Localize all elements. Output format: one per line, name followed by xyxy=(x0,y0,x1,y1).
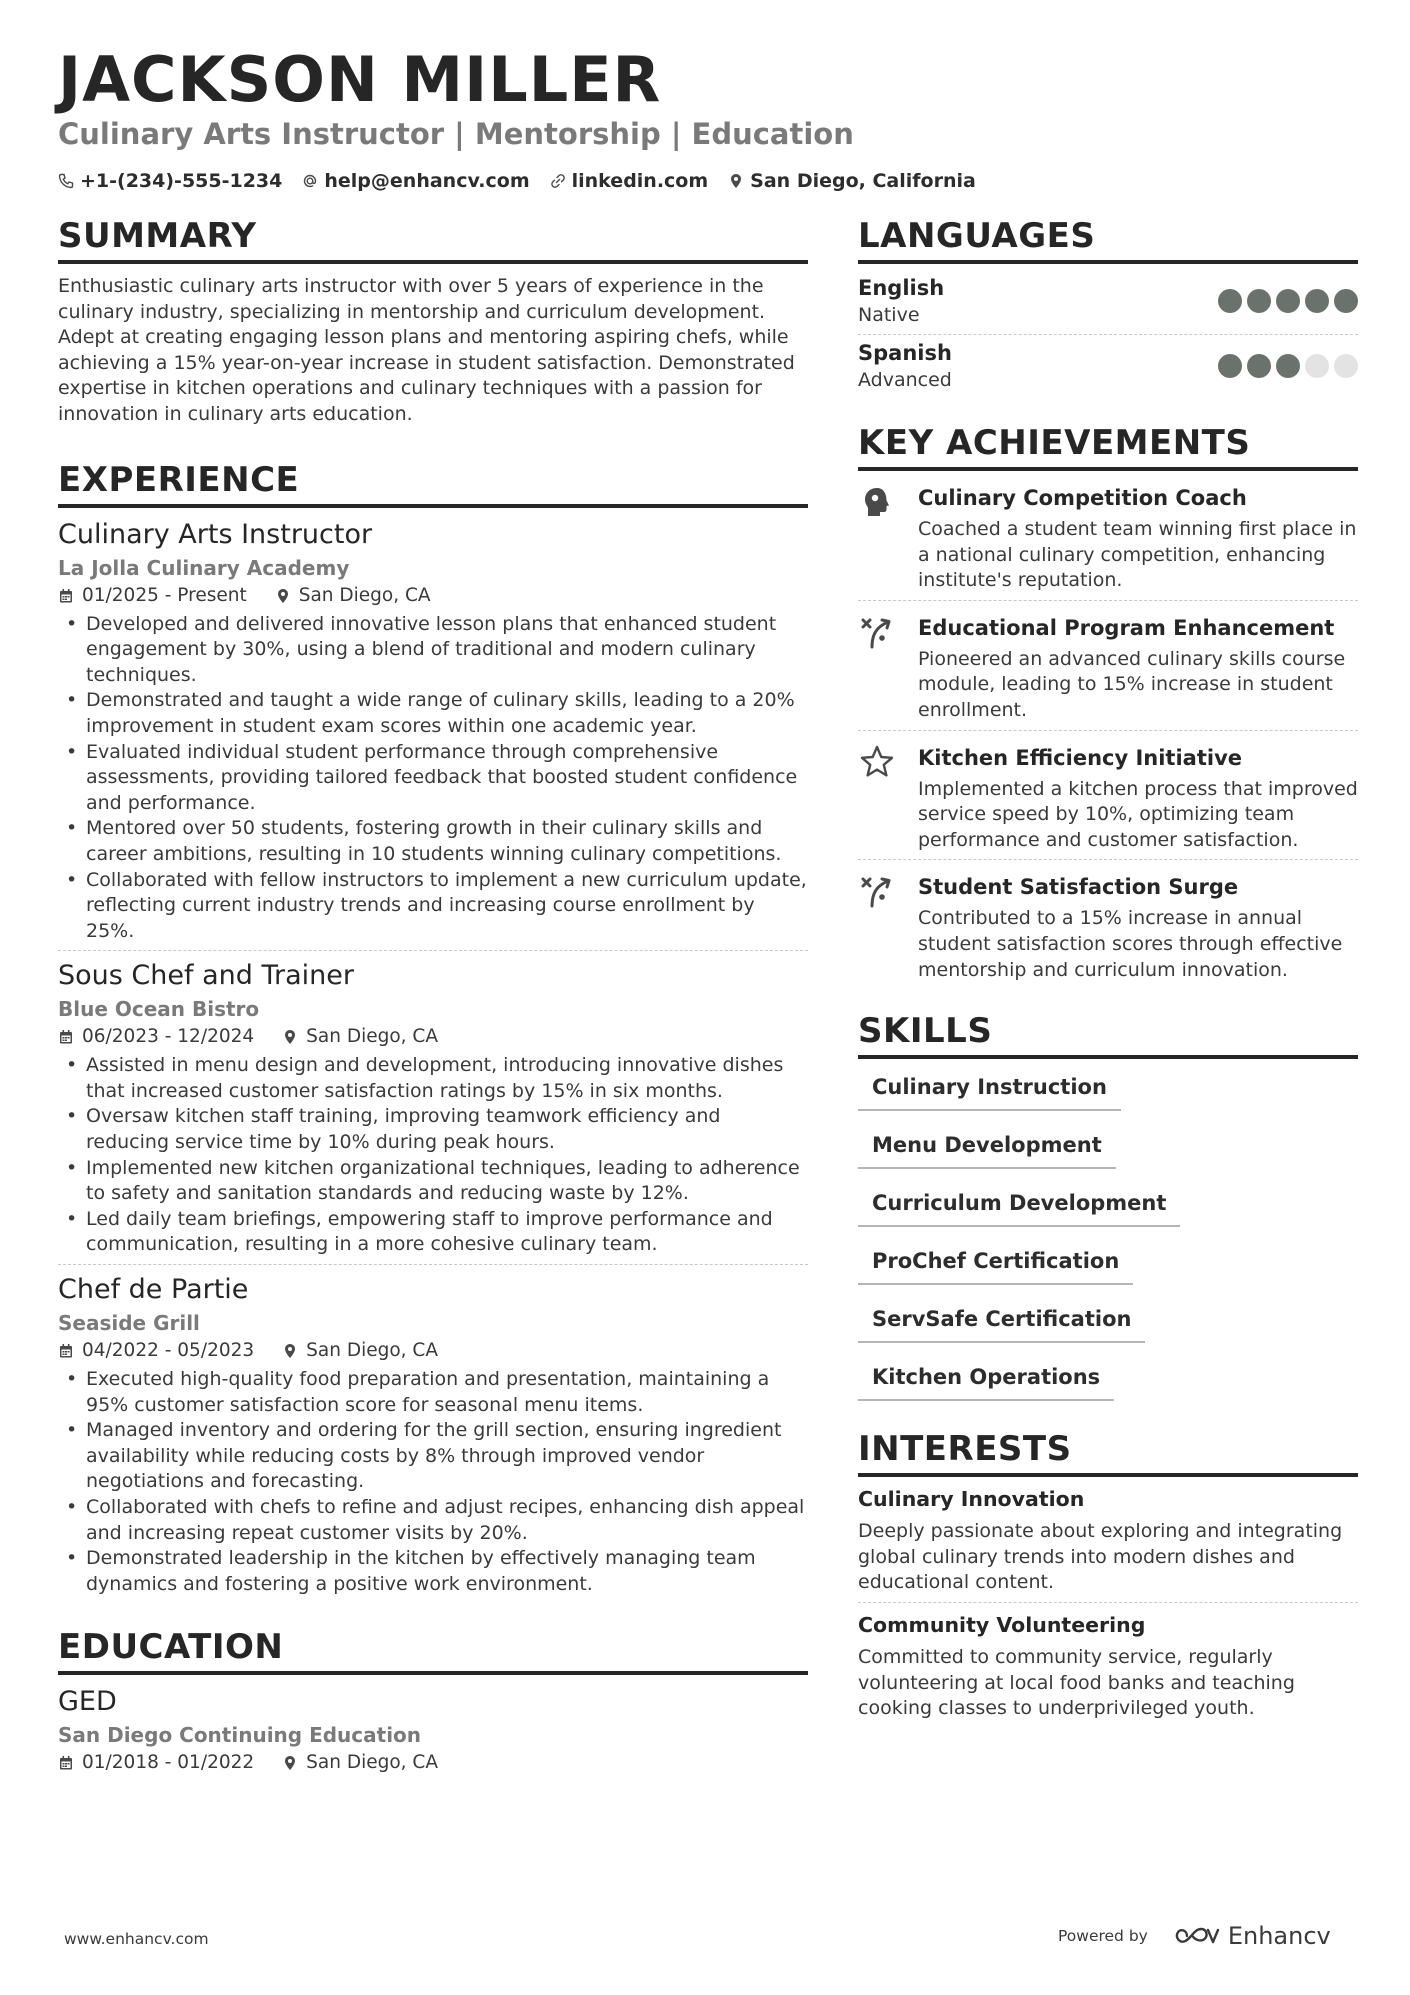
email-text: help@enhancv.com xyxy=(324,170,530,192)
achievement-item xyxy=(858,859,1358,989)
language-name: English xyxy=(858,276,945,300)
education-location xyxy=(282,1749,438,1777)
job-meta xyxy=(58,1337,808,1365)
candidate-name: JACKSON MILLER xyxy=(58,43,662,116)
achievement-title: Educational Program Enhancement xyxy=(918,615,1335,640)
interest-title: Culinary Innovation xyxy=(858,1487,1085,1512)
at-icon xyxy=(302,173,318,189)
job-bullet: • Demonstrated and taught a wide range of culinary skills, leading to a 20% improvement in student exam scores within one academic year. xyxy=(58,688,808,739)
summary-heading: SUMMARY xyxy=(58,214,808,264)
languages-section xyxy=(858,214,1358,399)
growth-arrow-icon xyxy=(858,872,896,910)
achievement-desc: Coached a student team winning first place in a national culinary competition, enhancing institute's reputation. xyxy=(918,518,1357,592)
skill-tag: Curriculum Development xyxy=(858,1183,1180,1227)
summary-text: Enthusiastic culinary arts instructor with over 5 years of experience in the culinary industry, specializing in mentorship and curriculum development. Adept at creating engaging lesson plans and mentoring aspiring chefs, while achieving a 15% year-on-year increase in student satisfaction. Demonstrated expertise in kitchen operations and culinary techniques with a passion for innovation in culinary arts education. xyxy=(58,275,795,425)
job-title: Sous Chef and Trainer xyxy=(58,960,354,992)
location-pin-icon xyxy=(728,173,744,189)
language-level: Native xyxy=(858,304,920,326)
job-bullet: • Evaluated individual student performance through comprehensive assessments, providing tailored feedback that boosted student confidence and performance. xyxy=(58,740,808,817)
rating-dot-filled xyxy=(1218,289,1242,313)
job-bullet: • Led daily team briefings, empowering staff to improve performance and communication, resulting in a more cohesive culinary team. xyxy=(58,1207,808,1258)
contact-linkedin[interactable] xyxy=(550,170,709,192)
achievement-title: Student Satisfaction Surge xyxy=(918,875,1239,900)
achievement-title: Culinary Competition Coach xyxy=(918,486,1247,510)
brand-logo[interactable] xyxy=(1174,1922,1331,1950)
skill-tag: ProChef Certification xyxy=(858,1241,1133,1285)
achievement-title: Kitchen Efficiency Initiative xyxy=(918,745,1243,770)
education-meta xyxy=(58,1749,808,1777)
job-bullet: • Assisted in menu design and development, introducing innovative dishes that increased customer satisfaction ratings by 15% in six months. xyxy=(58,1053,808,1104)
right-column xyxy=(858,214,1358,1728)
job-bullets xyxy=(58,1367,808,1597)
star-icon xyxy=(858,743,896,781)
job-location-text: San Diego, CA xyxy=(306,1340,439,1362)
interests-heading: INTERESTS xyxy=(858,1427,1358,1477)
location-text: San Diego, California xyxy=(750,170,976,192)
language-item xyxy=(858,270,1358,334)
education-dates-text: 01/2018 - 01/2022 xyxy=(82,1752,255,1774)
rating-dot-empty xyxy=(1334,354,1358,378)
job-company: Seaside Grill xyxy=(58,1311,200,1336)
achievements-section xyxy=(858,421,1358,989)
job-bullet: • Collaborated with fellow instructors to implement a new curriculum update, reflecting current industry trends and increasing course enrollment by 25%. xyxy=(58,868,808,945)
location-pin-icon xyxy=(282,1755,298,1771)
phone-text: +1-(234)-555-1234 xyxy=(80,170,283,192)
job-dates xyxy=(58,1023,254,1051)
job-bullet: • Managed inventory and ordering for the grill section, ensuring ingredient availability while reducing costs by 8% through improved vendor negotiations and forecasting. xyxy=(58,1418,808,1495)
location-pin-icon xyxy=(275,588,291,604)
footer-branding xyxy=(1058,1922,1331,1950)
interest-desc: Deeply passionate about exploring and integrating global culinary trends into modern dishes and educational content. xyxy=(858,1520,1343,1594)
job-bullets xyxy=(58,612,808,945)
rating-dot-filled xyxy=(1218,354,1242,378)
job-bullet: • Mentored over 50 students, fostering growth in their culinary skills and career ambitions, resulting in 10 students winning culinary competitions. xyxy=(58,816,808,867)
brand-name: Enhancv xyxy=(1227,1922,1331,1950)
candidate-title: Culinary Arts Instructor | Mentorship | Education xyxy=(58,117,854,151)
interest-item xyxy=(858,1602,1358,1728)
summary-section xyxy=(58,214,808,428)
job-dates-text: 01/2025 - Present xyxy=(82,584,247,606)
rating-dot-filled xyxy=(1276,289,1300,313)
achievements-heading: KEY ACHIEVEMENTS xyxy=(858,421,1358,471)
interest-desc: Committed to community service, regularly volunteering at local food banks and teaching cooking classes to underprivileged youth. xyxy=(858,1645,1295,1720)
job-entry xyxy=(58,950,808,1264)
head-icon xyxy=(858,483,896,521)
job-company: La Jolla Culinary Academy xyxy=(58,555,350,580)
phone-icon xyxy=(58,173,74,189)
interests-section xyxy=(858,1427,1358,1728)
calendar-icon xyxy=(58,1343,74,1359)
experience-heading: EXPERIENCE xyxy=(58,458,808,508)
contact-email[interactable] xyxy=(302,170,529,192)
rating-dot-filled xyxy=(1247,289,1271,313)
language-level: Advanced xyxy=(858,369,952,391)
rating-dot-filled xyxy=(1247,354,1271,378)
achievement-desc: Contributed to a 15% increase in annual student satisfaction scores through effective mentorship and curriculum innovation. xyxy=(918,907,1343,981)
skill-tag: ServSafe Certification xyxy=(858,1299,1145,1343)
language-rating xyxy=(1213,354,1358,378)
job-location xyxy=(275,582,431,610)
rating-dot-empty xyxy=(1305,354,1329,378)
interest-item xyxy=(858,1477,1358,1602)
skill-tag: Kitchen Operations xyxy=(858,1357,1114,1401)
job-bullet: • Implemented new kitchen organizational techniques, leading to adherence to safety and sanitation standards and reducing waste by 12%. xyxy=(58,1156,808,1207)
calendar-icon xyxy=(58,1029,74,1045)
job-bullets xyxy=(58,1053,808,1258)
job-location-text: San Diego, CA xyxy=(298,584,431,606)
education-dates xyxy=(58,1749,254,1777)
link-icon xyxy=(550,173,566,189)
skills-heading: SKILLS xyxy=(858,1009,1358,1059)
footer-website[interactable]: www.enhancv.com xyxy=(64,1930,209,1948)
contact-location xyxy=(728,170,976,192)
job-location-text: San Diego, CA xyxy=(306,1026,439,1048)
job-bullet: • Oversaw kitchen staff training, improving teamwork efficiency and reducing service time by 10% during peak hours. xyxy=(58,1104,808,1155)
job-bullet: • Collaborated with chefs to refine and adjust recipes, enhancing dish appeal and increasing repeat customer visits by 20%. xyxy=(58,1495,808,1546)
achievement-desc: Implemented a kitchen process that improved service speed by 10%, optimizing team performance and customer satisfaction. xyxy=(918,777,1358,851)
job-dates xyxy=(58,582,247,610)
achievement-item xyxy=(858,600,1358,730)
experience-section xyxy=(58,458,808,1604)
linkedin-text: linkedin.com xyxy=(571,170,709,192)
job-entry xyxy=(58,516,808,951)
education-section xyxy=(58,1625,808,1777)
job-company: Blue Ocean Bistro xyxy=(58,997,260,1022)
education-degree: GED xyxy=(58,1686,117,1718)
calendar-icon xyxy=(58,588,74,604)
languages-heading: LANGUAGES xyxy=(858,214,1358,264)
language-name: Spanish xyxy=(858,341,952,365)
job-location xyxy=(282,1337,438,1365)
job-entry xyxy=(58,1264,808,1603)
rating-dot-filled xyxy=(1305,289,1329,313)
skill-tag: Menu Development xyxy=(858,1125,1116,1169)
skills-section xyxy=(858,1009,1358,1415)
education-school: San Diego Continuing Education xyxy=(58,1723,422,1748)
growth-arrow-icon xyxy=(858,613,896,651)
achievement-desc: Pioneered an advanced culinary skills course module, leading to 15% increase in student enrollment. xyxy=(918,647,1346,721)
location-pin-icon xyxy=(282,1343,298,1359)
job-title: Chef de Partie xyxy=(58,1274,249,1306)
powered-by-text: Powered by xyxy=(1058,1927,1148,1945)
job-dates-text: 06/2023 - 12/2024 xyxy=(82,1026,255,1048)
achievement-item xyxy=(858,730,1358,860)
language-item xyxy=(858,334,1358,399)
rating-dot-filled xyxy=(1276,354,1300,378)
calendar-icon xyxy=(58,1755,74,1771)
job-meta xyxy=(58,582,808,610)
job-bullet: • Executed high-quality food preparation and presentation, maintaining a 95% customer satisfaction score for seasonal menu items. xyxy=(58,1367,808,1418)
contact-bar xyxy=(58,170,996,192)
job-location xyxy=(282,1023,438,1051)
rating-dot-filled xyxy=(1334,289,1358,313)
enhancv-logo-icon xyxy=(1174,1923,1220,1949)
job-bullet: • Demonstrated leadership in the kitchen by effectively managing team dynamics and fostering a positive work environment. xyxy=(58,1546,808,1597)
job-dates-text: 04/2022 - 05/2023 xyxy=(82,1340,255,1362)
job-meta xyxy=(58,1023,808,1051)
education-location-text: San Diego, CA xyxy=(306,1752,439,1774)
education-heading: EDUCATION xyxy=(58,1625,808,1675)
job-dates xyxy=(58,1337,254,1365)
job-title: Culinary Arts Instructor xyxy=(58,518,373,550)
left-column xyxy=(58,214,808,1779)
job-bullet: • Developed and delivered innovative lesson plans that enhanced student engagement by 30%, using a blend of traditional and modern culinary techniques. xyxy=(58,612,808,689)
language-rating xyxy=(1213,289,1358,313)
location-pin-icon xyxy=(282,1029,298,1045)
interest-title: Community Volunteering xyxy=(858,1612,1146,1637)
skill-tag: Culinary Instruction xyxy=(858,1067,1121,1111)
achievement-item xyxy=(858,471,1358,600)
contact-phone[interactable] xyxy=(58,170,282,192)
